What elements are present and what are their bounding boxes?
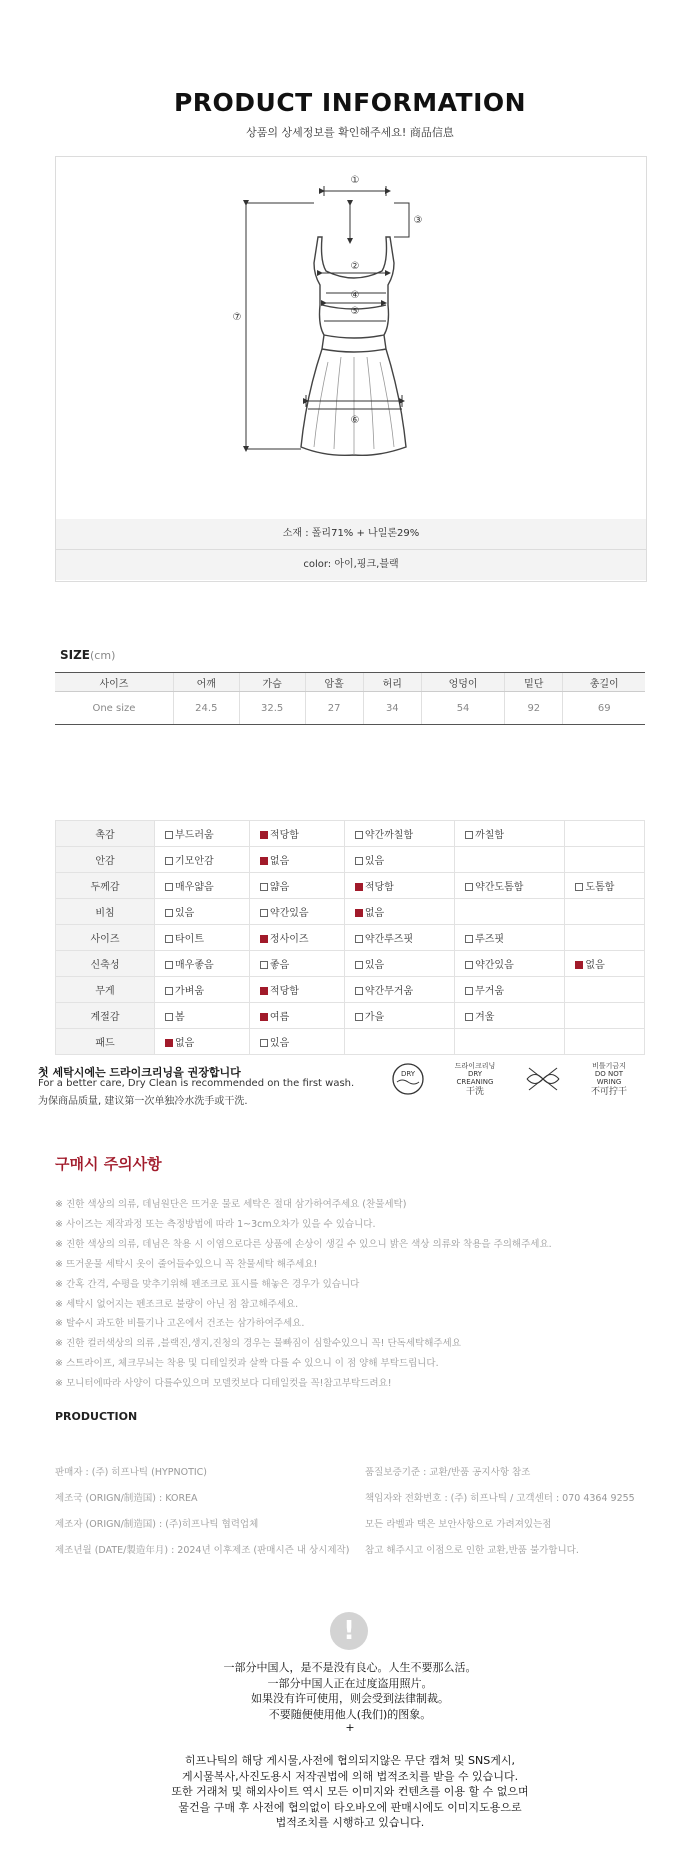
fabric-option-label: 약간있음	[269, 908, 309, 919]
fabric-option-label: 타이트	[175, 934, 204, 945]
fabric-option-label: 없음	[364, 908, 385, 919]
size-label	[60, 648, 115, 662]
fabric-info-table	[55, 820, 645, 1055]
fabric-option-cell	[249, 899, 344, 925]
checkbox-icon	[165, 909, 173, 917]
fabric-option-cell	[455, 873, 565, 899]
fabric-option-cell	[565, 1003, 645, 1029]
fabric-option-cell	[455, 951, 565, 977]
fabric-option-label: 약간까칠함	[364, 830, 414, 841]
fabric-option-cell	[249, 821, 344, 847]
fabric-option-cell	[565, 821, 645, 847]
size-cell: 92	[505, 692, 563, 725]
production-item: 판매자 : (주) 히프나틱 (HYPNOTIC)	[55, 1467, 208, 1478]
fabric-option-label: 약간루즈핏	[364, 934, 414, 945]
fabric-option-cell	[344, 847, 454, 873]
no-wring-en: DO NOT WRING	[594, 1070, 624, 1086]
checkbox-icon	[355, 935, 363, 943]
fabric-option-label: 좋음	[269, 960, 290, 971]
checkbox-checked-icon	[355, 909, 363, 917]
size-cell: One size	[55, 692, 173, 725]
checkbox-icon	[355, 1013, 363, 1021]
garment-diagram-area	[56, 157, 646, 520]
fabric-option-cell	[455, 925, 565, 951]
fabric-option-cell	[249, 1029, 344, 1055]
checkbox-checked-icon	[260, 987, 268, 995]
measure-label-2: ②	[350, 261, 360, 272]
size-header-5: 엉덩이	[421, 673, 504, 692]
fabric-option-cell	[565, 977, 645, 1003]
fabric-option-cell	[565, 899, 645, 925]
fabric-option-cell	[155, 1003, 250, 1029]
fabric-option-cell	[565, 1029, 645, 1055]
caution-item: ※ 간혹 간격, 수평을 맞추기위해 펜조크로 표시를 해놓은 경우가 있습니다	[55, 1278, 360, 1290]
caution-item: ※ 진한 색상의 의류, 데님은 착용 시 이염으로다른 상품에 손상이 생길 수 있으니 밝은 색상 의류와 착용을 주의해주세요.	[55, 1238, 552, 1250]
checkbox-checked-icon	[575, 961, 583, 969]
production-item: 제조국 (ORIGN/制造国) : KOREA	[55, 1493, 198, 1504]
size-cell: 69	[563, 692, 645, 725]
notice-line: 如果没有许可使用，则会受到法律制裁。	[251, 1692, 449, 1705]
measure-label-4: ④	[350, 290, 360, 301]
fabric-option-label: 루즈핏	[475, 934, 505, 945]
fabric-option-cell	[344, 899, 454, 925]
fabric-row-label: 패드	[56, 1029, 155, 1055]
size-label-text: SIZE	[60, 648, 91, 662]
no-wring-kr: 비틀기금지	[592, 1062, 626, 1070]
fabric-row	[56, 951, 645, 977]
fabric-option-label: 겨울	[475, 1012, 495, 1023]
checkbox-icon	[355, 831, 363, 839]
checkbox-icon	[355, 961, 363, 969]
no-wring-graphic-icon	[525, 1066, 561, 1094]
checkbox-checked-icon	[260, 831, 268, 839]
fabric-option-cell	[155, 1029, 250, 1055]
fabric-row	[56, 847, 645, 873]
size-header-1: 어깨	[173, 673, 239, 692]
notice-line: 히프나틱의 해당 게시물,사전에 협의되지않은 무단 캡쳐 및 SNS게시,	[185, 1754, 515, 1767]
measure-label-7: ⑦	[232, 312, 242, 323]
fabric-row-label: 안감	[56, 847, 155, 873]
care-chinese: 为保商品质量, 建议第一次单独冷水洗手或干洗.	[38, 1096, 248, 1107]
notice-line: 一部分中国人正在过度盗用照片。	[267, 1676, 433, 1690]
fabric-option-cell	[565, 847, 645, 873]
dry-cleaning-en: DRY CREANING	[456, 1070, 494, 1086]
fabric-option-label: 있음	[269, 1038, 290, 1049]
care-english: For a better care, Dry Clean is recommended on the first wash.	[38, 1078, 355, 1089]
fabric-option-cell	[344, 821, 454, 847]
fabric-option-label: 적당함	[269, 986, 299, 997]
size-header-6: 밑단	[505, 673, 563, 692]
fabric-option-cell	[155, 977, 250, 1003]
production-item: 모든 라벨과 택은 보안사항으로 가려져있는점	[365, 1519, 552, 1530]
caution-item: ※ 스트라이프, 체크무늬는 착용 및 디테일컷과 살짝 다를 수 있으니 이 점 양해 부탁드립니다.	[55, 1358, 439, 1370]
fabric-option-label: 약간무거움	[364, 986, 414, 997]
fabric-option-cell	[249, 951, 344, 977]
fabric-row	[56, 925, 645, 951]
checkbox-icon	[165, 857, 173, 865]
caution-item: ※ 진한 색상의 의류, 데님원단은 뜨거운 물로 세탁은 절대 삼가하여주세요 (찬물세탁)	[55, 1199, 407, 1210]
fabric-option-label: 없음	[585, 960, 605, 971]
measure-label-5: ⑤	[350, 306, 360, 317]
notice-line: 또한 거래처 및 해외사이트 역시 모든 이미지와 컨텐츠를 이용 할 수 없으며	[171, 1785, 529, 1798]
caution-item: ※ 뜨거운물 세탁시 옷이 줄어들수있으니 꼭 찬물세탁 해주세요!	[55, 1258, 318, 1270]
size-header-7: 총길이	[563, 673, 645, 692]
fabric-row	[56, 1003, 645, 1029]
notice-line: 一部分中国人，是不是没有良心。人生不要那么活。	[223, 1661, 477, 1674]
fabric-option-cell	[155, 951, 250, 977]
fabric-option-cell	[155, 925, 250, 951]
fabric-option-label: 여름	[269, 1012, 290, 1023]
fabric-option-label: 도톰함	[585, 882, 615, 893]
fabric-option-cell	[249, 873, 344, 899]
checkbox-icon	[355, 987, 363, 995]
garment-diagram	[56, 157, 646, 519]
fabric-row-label: 두께감	[56, 873, 155, 899]
dry-icon	[388, 1062, 428, 1098]
fabric-option-cell	[155, 873, 250, 899]
fabric-option-label: 적당함	[269, 830, 299, 841]
checkbox-checked-icon	[260, 935, 268, 943]
checkbox-icon	[165, 961, 173, 969]
warning-icon: !	[330, 1612, 368, 1650]
fabric-option-label: 무거움	[475, 986, 505, 997]
caution-item: ※ 모니터에따라 사양이 다를수있으며 모델컷보다 디테일컷을 꼭!참고부탁드려요!	[55, 1378, 392, 1390]
caution-title: 구매시 주의사항	[55, 1155, 162, 1173]
fabric-option-label: 기모안감	[175, 856, 214, 867]
checkbox-icon	[260, 1039, 268, 1047]
fabric-option-cell	[344, 1003, 454, 1029]
size-header-3: 암홀	[305, 673, 363, 692]
fabric-option-cell	[455, 899, 565, 925]
checkbox-icon	[260, 909, 268, 917]
fabric-option-cell	[344, 1029, 454, 1055]
fabric-option-cell	[344, 873, 454, 899]
fabric-option-label: 없음	[175, 1038, 195, 1049]
fabric-row-label: 무게	[56, 977, 155, 1003]
production-item: 참고 해주시고 이점으로 인한 교환,반품 불가합니다.	[365, 1545, 579, 1556]
fabric-option-label: 얇음	[269, 882, 290, 893]
production-item: 제조년월 (DATE/製造年月) : 2024년 이후제조 (판매시즌 내 상시제작)	[55, 1545, 350, 1556]
checkbox-checked-icon	[260, 857, 268, 865]
checkbox-icon	[465, 961, 473, 969]
care-title: 첫 세탁시에는 드라이크리닝을 권장합니다	[38, 1066, 241, 1079]
production-item: 책임자와 전화번호 : (주) 히프나틱 / 고객센터 : 070 4364 9255	[365, 1493, 635, 1504]
color-row: color: 아이,핑크,블랙	[56, 550, 646, 580]
material-row: 소재 : 폴리71% + 나일론29%	[56, 519, 646, 550]
fabric-option-cell	[455, 847, 565, 873]
production-title: PRODUCTION	[55, 1410, 138, 1423]
fabric-option-label: 부드러움	[175, 830, 214, 841]
fabric-option-label: 가벼움	[175, 986, 204, 997]
caution-item: ※ 진한 컬러색상의 의류 ,블랙진,생지,진청의 경우는 물빠짐이 심할수있으니 꼭! 단독세탁해주세요	[55, 1338, 461, 1350]
checkbox-checked-icon	[260, 1013, 268, 1021]
caution-item: ※ 사이즈는 제작과정 또는 측정방법에 따라 1~3cm오차가 있을 수 있습니다.	[55, 1218, 376, 1230]
fabric-option-cell	[455, 821, 565, 847]
checkbox-icon	[575, 883, 583, 891]
fabric-option-label: 있음	[175, 908, 195, 919]
size-cell: 54	[421, 692, 504, 725]
checkbox-icon	[165, 831, 173, 839]
fabric-option-cell	[249, 1003, 344, 1029]
size-header-0: 사이즈	[55, 673, 173, 692]
dry-cleaning-cn: 干洗	[465, 1087, 484, 1097]
fabric-option-cell	[249, 847, 344, 873]
checkbox-icon	[355, 857, 363, 865]
size-cell: 32.5	[239, 692, 305, 725]
fabric-row	[56, 873, 645, 899]
notice-line: 不要随便使用他人(我们)的图象。	[268, 1707, 432, 1721]
no-wring-icon	[582, 1062, 636, 1098]
measure-label-3: ③	[413, 215, 423, 226]
fabric-option-cell	[344, 977, 454, 1003]
fabric-option-cell	[565, 873, 645, 899]
checkbox-icon	[465, 883, 473, 891]
fabric-row	[56, 821, 645, 847]
fabric-option-label: 봄	[175, 1012, 185, 1023]
checkbox-icon	[165, 987, 173, 995]
fabric-option-label: 약간도톰함	[475, 882, 524, 893]
caution-item: ※ 세탁시 없어지는 펜조크로 불량이 아닌 점 참고해주세요.	[55, 1298, 299, 1310]
checkbox-icon	[465, 987, 473, 995]
notice-line: 물건을 구매 후 사전에 협의없이 타오바오에 판매시에도 이미지도용으로	[178, 1800, 522, 1814]
checkbox-checked-icon	[165, 1039, 173, 1047]
checkbox-icon	[465, 831, 473, 839]
notice-line: +	[345, 1721, 355, 1734]
fabric-row-label: 사이즈	[56, 925, 155, 951]
fabric-row-label: 신축성	[56, 951, 155, 977]
fabric-option-label: 가을	[364, 1012, 385, 1023]
checkbox-icon	[260, 961, 268, 969]
size-table	[55, 672, 645, 725]
measure-label-6: ⑥	[350, 415, 360, 426]
fabric-option-cell	[565, 951, 645, 977]
fabric-option-label: 매우얇음	[175, 882, 214, 893]
checkbox-icon	[165, 935, 173, 943]
production-item: 제조자 (ORIGN/制造国) : (주)히프나틱 협력업체	[55, 1519, 259, 1530]
dry-cleaning-icon	[450, 1062, 500, 1098]
no-wring-cn: 不可拧干	[590, 1087, 627, 1097]
size-unit: (cm)	[90, 649, 116, 662]
fabric-option-label: 정사이즈	[269, 934, 309, 945]
checkbox-icon	[465, 1013, 473, 1021]
fabric-option-label: 까칠함	[475, 830, 505, 841]
checkbox-icon	[465, 935, 473, 943]
fabric-option-cell	[344, 951, 454, 977]
fabric-row-label: 비침	[56, 899, 155, 925]
checkbox-checked-icon	[355, 883, 363, 891]
size-cell: 24.5	[173, 692, 239, 725]
dry-icon-text: DRY	[400, 1070, 416, 1078]
fabric-option-label: 있음	[364, 960, 385, 971]
size-row	[55, 692, 645, 725]
page-title: PRODUCT INFORMATION	[173, 88, 527, 117]
page-subtitle: 상품의 상세정보를 확인해주세요! 商品信息	[246, 126, 454, 139]
fabric-option-cell	[155, 821, 250, 847]
fabric-option-cell	[249, 925, 344, 951]
fabric-option-cell	[249, 977, 344, 1003]
measure-label-1: ①	[350, 175, 360, 186]
fabric-option-label: 매우좋음	[175, 960, 214, 971]
size-cell: 34	[363, 692, 421, 725]
fabric-row-label: 계절감	[56, 1003, 155, 1029]
fabric-option-cell	[155, 899, 250, 925]
fabric-option-label: 없음	[269, 856, 290, 867]
caution-item: ※ 탈수시 과도한 비틀기나 고온에서 건조는 삼가하여주세요.	[55, 1318, 305, 1330]
checkbox-icon	[165, 883, 173, 891]
size-cell: 27	[305, 692, 363, 725]
notice-line: 법적조치를 시행하고 있습니다.	[275, 1816, 425, 1829]
checkbox-icon	[260, 883, 268, 891]
dry-cleaning-kr: 드라이크리닝	[454, 1062, 496, 1070]
fabric-row-label: 촉감	[56, 821, 155, 847]
fabric-option-label: 약간있음	[475, 960, 514, 971]
checkbox-icon	[165, 1013, 173, 1021]
fabric-option-label: 있음	[364, 856, 385, 867]
fabric-option-cell	[455, 1029, 565, 1055]
fabric-option-label: 적당함	[364, 882, 394, 893]
product-info-box	[55, 156, 647, 582]
size-header-2: 가슴	[239, 673, 305, 692]
fabric-option-cell	[455, 977, 565, 1003]
fabric-option-cell	[455, 1003, 565, 1029]
notice-line: 게시물복사,사진도용시 저작권법에 의해 법적조치를 받을 수 있습니다.	[181, 1769, 519, 1783]
fabric-option-cell	[155, 847, 250, 873]
production-item: 품질보증기준 : 교환/반품 공지사항 참조	[365, 1467, 531, 1478]
fabric-option-cell	[565, 925, 645, 951]
fabric-row	[56, 1029, 645, 1055]
fabric-option-cell	[344, 925, 454, 951]
fabric-row	[56, 977, 645, 1003]
size-header-4: 허리	[363, 673, 421, 692]
fabric-row	[56, 899, 645, 925]
